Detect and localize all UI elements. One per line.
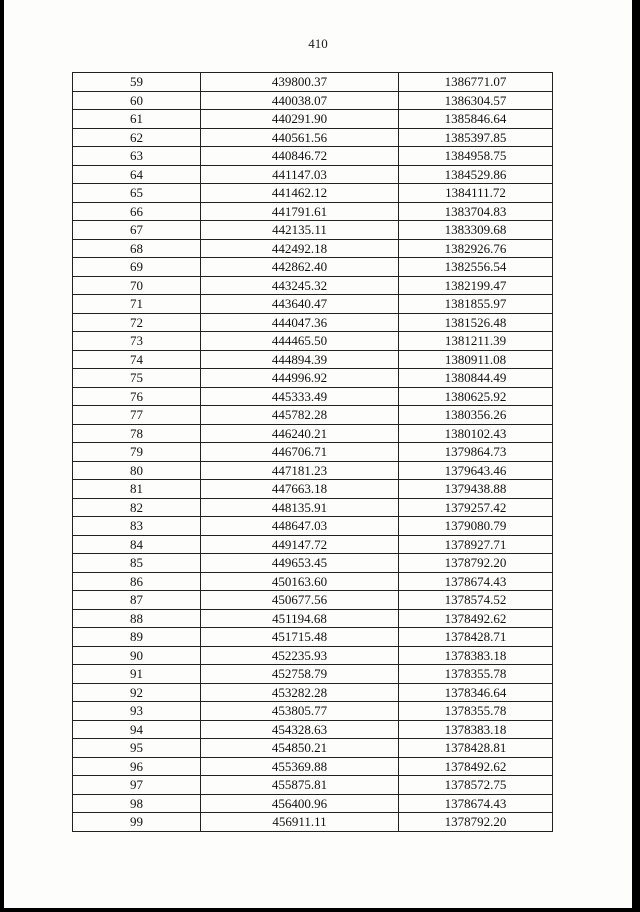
x-coordinate-cell: 441462.12	[201, 184, 399, 203]
point-number-cell: 75	[73, 369, 201, 388]
table-row	[73, 461, 553, 480]
y-coordinate-cell: 1381211.39	[399, 332, 553, 351]
point-number-cell: 85	[73, 554, 201, 573]
table-row	[73, 147, 553, 166]
x-coordinate-cell: 451194.68	[201, 609, 399, 628]
table-row	[73, 165, 553, 184]
x-coordinate-cell: 446706.71	[201, 443, 399, 462]
x-coordinate-cell: 450163.60	[201, 572, 399, 591]
y-coordinate-cell: 1385846.64	[399, 110, 553, 129]
y-coordinate-cell: 1381526.48	[399, 313, 553, 332]
point-number-cell: 65	[73, 184, 201, 203]
table-row	[73, 369, 553, 388]
table-row	[73, 776, 553, 795]
x-coordinate-cell: 446240.21	[201, 424, 399, 443]
x-coordinate-cell: 440291.90	[201, 110, 399, 129]
table-row	[73, 757, 553, 776]
point-number-cell: 70	[73, 276, 201, 295]
point-number-cell: 76	[73, 387, 201, 406]
x-coordinate-cell: 449147.72	[201, 535, 399, 554]
y-coordinate-cell: 1378574.52	[399, 591, 553, 610]
table-row	[73, 498, 553, 517]
point-number-cell: 97	[73, 776, 201, 795]
y-coordinate-cell: 1378428.81	[399, 739, 553, 758]
point-number-cell: 81	[73, 480, 201, 499]
point-number-cell: 74	[73, 350, 201, 369]
point-number-cell: 77	[73, 406, 201, 425]
y-coordinate-cell: 1378355.78	[399, 702, 553, 721]
table-row	[73, 480, 553, 499]
point-number-cell: 83	[73, 517, 201, 536]
x-coordinate-cell: 441791.61	[201, 202, 399, 221]
table-row	[73, 646, 553, 665]
point-number-cell: 80	[73, 461, 201, 480]
y-coordinate-cell: 1379257.42	[399, 498, 553, 517]
x-coordinate-cell: 440038.07	[201, 91, 399, 110]
x-coordinate-cell: 440846.72	[201, 147, 399, 166]
y-coordinate-cell: 1378355.78	[399, 665, 553, 684]
y-coordinate-cell: 1378674.43	[399, 794, 553, 813]
x-coordinate-cell: 452235.93	[201, 646, 399, 665]
x-coordinate-cell: 455369.88	[201, 757, 399, 776]
point-number-cell: 87	[73, 591, 201, 610]
x-coordinate-cell: 442862.40	[201, 258, 399, 277]
table-row	[73, 794, 553, 813]
x-coordinate-cell: 456911.11	[201, 813, 399, 832]
point-number-cell: 60	[73, 91, 201, 110]
point-number-cell: 66	[73, 202, 201, 221]
x-coordinate-cell: 450677.56	[201, 591, 399, 610]
y-coordinate-cell: 1385397.85	[399, 128, 553, 147]
table-row	[73, 387, 553, 406]
x-coordinate-cell: 442492.18	[201, 239, 399, 258]
y-coordinate-cell: 1378674.43	[399, 572, 553, 591]
point-number-cell: 93	[73, 702, 201, 721]
table-row	[73, 184, 553, 203]
x-coordinate-cell: 444996.92	[201, 369, 399, 388]
y-coordinate-cell: 1379864.73	[399, 443, 553, 462]
x-coordinate-cell: 445333.49	[201, 387, 399, 406]
point-number-cell: 63	[73, 147, 201, 166]
table-row	[73, 702, 553, 721]
y-coordinate-cell: 1378792.20	[399, 813, 553, 832]
x-coordinate-cell: 440561.56	[201, 128, 399, 147]
x-coordinate-cell: 449653.45	[201, 554, 399, 573]
y-coordinate-cell: 1379643.46	[399, 461, 553, 480]
point-number-cell: 98	[73, 794, 201, 813]
y-coordinate-cell: 1380844.49	[399, 369, 553, 388]
table-row	[73, 73, 553, 92]
point-number-cell: 90	[73, 646, 201, 665]
point-number-cell: 86	[73, 572, 201, 591]
y-coordinate-cell: 1383309.68	[399, 221, 553, 240]
table-row	[73, 739, 553, 758]
y-coordinate-cell: 1383704.83	[399, 202, 553, 221]
x-coordinate-cell: 444047.36	[201, 313, 399, 332]
y-coordinate-cell: 1386771.07	[399, 73, 553, 92]
point-number-cell: 96	[73, 757, 201, 776]
point-number-cell: 62	[73, 128, 201, 147]
y-coordinate-cell: 1379080.79	[399, 517, 553, 536]
point-number-cell: 82	[73, 498, 201, 517]
point-number-cell: 59	[73, 73, 201, 92]
y-coordinate-cell: 1382199.47	[399, 276, 553, 295]
y-coordinate-cell: 1378927.71	[399, 535, 553, 554]
table-row	[73, 239, 553, 258]
table-row	[73, 720, 553, 739]
x-coordinate-cell: 448135.91	[201, 498, 399, 517]
x-coordinate-cell: 454328.63	[201, 720, 399, 739]
point-number-cell: 92	[73, 683, 201, 702]
point-number-cell: 72	[73, 313, 201, 332]
table-row	[73, 683, 553, 702]
x-coordinate-cell: 448647.03	[201, 517, 399, 536]
table-row	[73, 517, 553, 536]
x-coordinate-cell: 443245.32	[201, 276, 399, 295]
point-number-cell: 73	[73, 332, 201, 351]
x-coordinate-cell: 454850.21	[201, 739, 399, 758]
x-coordinate-cell: 441147.03	[201, 165, 399, 184]
point-number-cell: 69	[73, 258, 201, 277]
table-row	[73, 443, 553, 462]
table-row	[73, 535, 553, 554]
document-page	[4, 0, 632, 908]
point-number-cell: 99	[73, 813, 201, 832]
table-row	[73, 128, 553, 147]
table-row	[73, 406, 553, 425]
point-number-cell: 89	[73, 628, 201, 647]
y-coordinate-cell: 1384111.72	[399, 184, 553, 203]
y-coordinate-cell: 1378428.71	[399, 628, 553, 647]
page-number: 410	[308, 36, 328, 51]
y-coordinate-cell: 1384958.75	[399, 147, 553, 166]
point-number-cell: 91	[73, 665, 201, 684]
table-row	[73, 202, 553, 221]
table-row	[73, 591, 553, 610]
table-row	[73, 110, 553, 129]
table-row	[73, 665, 553, 684]
coordinates-table	[72, 72, 553, 832]
x-coordinate-cell: 451715.48	[201, 628, 399, 647]
table-row	[73, 554, 553, 573]
table-row	[73, 258, 553, 277]
y-coordinate-cell: 1378346.64	[399, 683, 553, 702]
y-coordinate-cell: 1380625.92	[399, 387, 553, 406]
y-coordinate-cell: 1378492.62	[399, 609, 553, 628]
point-number-cell: 61	[73, 110, 201, 129]
point-number-cell: 64	[73, 165, 201, 184]
x-coordinate-cell: 452758.79	[201, 665, 399, 684]
x-coordinate-cell: 443640.47	[201, 295, 399, 314]
x-coordinate-cell: 447181.23	[201, 461, 399, 480]
x-coordinate-cell: 447663.18	[201, 480, 399, 499]
point-number-cell: 79	[73, 443, 201, 462]
point-number-cell: 88	[73, 609, 201, 628]
y-coordinate-cell: 1380102.43	[399, 424, 553, 443]
y-coordinate-cell: 1379438.88	[399, 480, 553, 499]
table-row	[73, 572, 553, 591]
table-row	[73, 350, 553, 369]
x-coordinate-cell: 455875.81	[201, 776, 399, 795]
x-coordinate-cell: 444894.39	[201, 350, 399, 369]
y-coordinate-cell: 1378792.20	[399, 554, 553, 573]
point-number-cell: 78	[73, 424, 201, 443]
x-coordinate-cell: 439800.37	[201, 73, 399, 92]
x-coordinate-cell: 453805.77	[201, 702, 399, 721]
table-row	[73, 295, 553, 314]
table-row	[73, 628, 553, 647]
y-coordinate-cell: 1378492.62	[399, 757, 553, 776]
point-number-cell: 95	[73, 739, 201, 758]
point-number-cell: 84	[73, 535, 201, 554]
table-row	[73, 332, 553, 351]
x-coordinate-cell: 444465.50	[201, 332, 399, 351]
table-row	[73, 313, 553, 332]
x-coordinate-cell: 442135.11	[201, 221, 399, 240]
y-coordinate-cell: 1381855.97	[399, 295, 553, 314]
x-coordinate-cell: 456400.96	[201, 794, 399, 813]
y-coordinate-cell: 1382556.54	[399, 258, 553, 277]
y-coordinate-cell: 1378383.18	[399, 720, 553, 739]
point-number-cell: 94	[73, 720, 201, 739]
table-row	[73, 424, 553, 443]
y-coordinate-cell: 1378383.18	[399, 646, 553, 665]
table-row	[73, 609, 553, 628]
coordinates-table-body	[73, 73, 553, 832]
point-number-cell: 67	[73, 221, 201, 240]
x-coordinate-cell: 453282.28	[201, 683, 399, 702]
y-coordinate-cell: 1378572.75	[399, 776, 553, 795]
table-row	[73, 813, 553, 832]
table-row	[73, 91, 553, 110]
y-coordinate-cell: 1382926.76	[399, 239, 553, 258]
table-row	[73, 276, 553, 295]
table-row	[73, 221, 553, 240]
y-coordinate-cell: 1380911.08	[399, 350, 553, 369]
point-number-cell: 71	[73, 295, 201, 314]
x-coordinate-cell: 445782.28	[201, 406, 399, 425]
y-coordinate-cell: 1384529.86	[399, 165, 553, 184]
y-coordinate-cell: 1380356.26	[399, 406, 553, 425]
y-coordinate-cell: 1386304.57	[399, 91, 553, 110]
point-number-cell: 68	[73, 239, 201, 258]
